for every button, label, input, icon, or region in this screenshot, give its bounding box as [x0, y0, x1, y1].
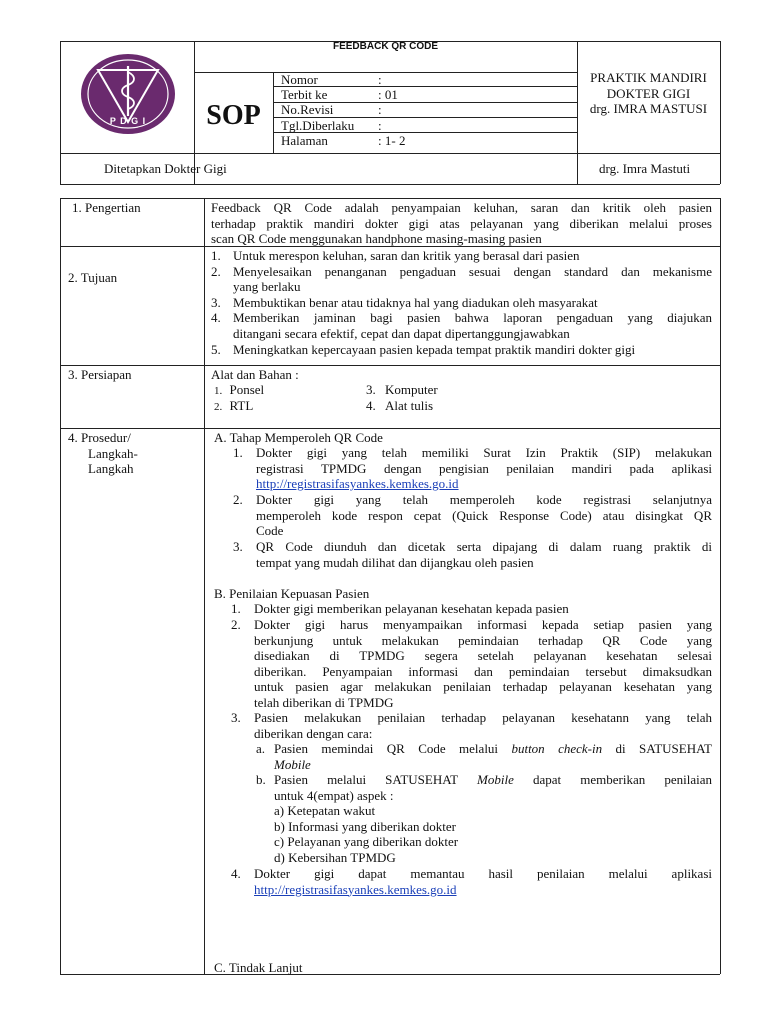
part-a-item-2: 2. Dokter gigi yang telah memperoleh kode registrasi selanjutnya memperoleh kode respon cepat (Quick Response Code) atau disingkat QR Code: [233, 492, 712, 539]
part-b-item-4: 4. Dokter gigi dapat memantau hasil penilaian melalui aplikasi http://registrasifasyankes.kemkes.go.id: [231, 866, 712, 897]
pdgi-logo: [78, 52, 178, 136]
part-a-heading: A. Tahap Memperoleh QR Code: [214, 430, 383, 445]
practice-line1: PRAKTIK MANDIRI: [590, 70, 707, 85]
pengertian-line: terhadap praktik mandiri dokter gigi atas pelayanan yang diberikan melalui proses: [211, 215, 712, 231]
signatory: drg. Imra Mastuti: [599, 161, 691, 176]
meta-label-nomor: Nomor: [281, 72, 318, 87]
practice-name: IMRA MASTUSI: [613, 101, 708, 117]
list-item: c) Pelayanan yang diberikan dokter: [274, 834, 459, 850]
registrasi-link-2[interactable]: http://registrasifasyankes.kemkes.go.id: [254, 881, 457, 897]
part-b-sub-b: b. Pasien melalui SATUSEHAT Mobile dapat memberikan penilaian untuk 4(empat) aspek :: [256, 772, 712, 803]
label-persiapan: 3. Persiapan: [68, 367, 132, 382]
meta-value-terbit: : 01: [378, 87, 398, 102]
list-item: a) Ketepatan wakut: [274, 803, 376, 818]
persiapan-item-rtl: 2. RTL: [214, 398, 254, 413]
list-item: 4. Memberikan jaminan bagi pasien bahwa laporan pengaduan yang diajukan ditangani secara efektif, cepat dan dapat dipertanggungjawabkan: [211, 310, 712, 341]
practice-name-line: [577, 101, 720, 117]
part-a-item-1: 1. Dokter gigi yang telah memiliki Surat Izin Praktik (SIP) melakukan registrasi TPMDG dengan pengisian penilaian mandiri pada aplikasi http://registrasifasyankes.kemkes.go.id: [233, 445, 712, 492]
part-b-item-2: 2. Dokter gigi harus menyampaikan informasi kepada setiap pasien yang berkunjung untuk melakukan pemindaian terhadap QR Code yang disediakan di TPMDG segera setelah pelayanan kesehatan selesai diberikan. Penyampaian informasi dan pemindaian tersebut dimaksudkan untuk pasien agar melakukan penilaian terhadap pelayanan kesehatan yang telah diberikan di TPMDG: [231, 617, 712, 710]
document-title: FEEDBACK QR CODE: [332, 41, 438, 52]
meta-label-revisi: No.Revisi: [281, 102, 334, 117]
list-item: 1. Untuk merespon keluhan, saran dan kritik yang berasal dari pasien: [211, 248, 580, 263]
label-prosedur: 4. Prosedur/ Langkah- Langkah: [68, 430, 138, 477]
part-b-sub-a: a. Pasien memindai QR Code melalui button check-in di SATUSEHAT Mobile: [256, 741, 712, 772]
part-a-item-3: 3. QR Code diunduh dan dicetak serta dipajang di dalam ruang praktik di tempat yang mudah dilihat dan dijangkau oleh pasien: [233, 539, 712, 570]
practice-info: [577, 70, 720, 117]
meta-value-halaman: : 1- 2: [378, 133, 406, 148]
pengertian-line: Feedback QR Code adalah penyampaian keluhan, saran dan kritik oleh pasien: [211, 200, 712, 215]
list-item: b) Informasi yang diberikan dokter: [274, 818, 456, 834]
list-item: 3. Membuktikan benar atau tidaknya hal yang diadukan oleh masyarakat: [211, 294, 598, 310]
list-item: d) Kebersihan TPMDG: [274, 849, 396, 865]
tujuan-list: [211, 248, 712, 357]
registrasi-link[interactable]: http://registrasifasyankes.kemkes.go.id: [256, 476, 459, 492]
list-item: 2. Menyelesaikan penanganan pengaduan sesuai dengan standard dan mekanisme yang berlaku: [211, 263, 712, 295]
persiapan-item-komputer: 3. Komputer: [366, 382, 438, 397]
persiapan-heading: Alat dan Bahan :: [211, 367, 299, 382]
logo-text: P D G I: [109, 116, 147, 126]
ditetapkan-label: Ditetapkan Dokter Gigi: [104, 161, 227, 176]
practice-line2: DOKTER GIGI: [606, 85, 691, 101]
meta-label-halaman: Halaman: [281, 133, 328, 148]
meta-value-nomor: :: [378, 72, 382, 87]
meta-value-tgl: :: [378, 118, 382, 133]
pengertian-line: scan QR Code menggunakan handphone masing-masing pasien: [211, 231, 542, 247]
part-b-heading: B. Penilaian Kepuasan Pasien: [214, 586, 370, 601]
meta-value-revisi: :: [378, 102, 382, 117]
meta-label-terbit: Terbit ke: [281, 87, 328, 102]
label-pengertian: 1. Pengertian: [72, 200, 141, 215]
aspect-list: [274, 803, 674, 865]
persiapan-item-ponsel: 1. Ponsel: [214, 382, 265, 397]
sop-label: SOP: [206, 100, 261, 131]
label-tujuan: 2. Tujuan: [68, 270, 118, 285]
meta-label-tgl: Tgl.Diberlaku: [281, 118, 355, 133]
part-b-item-3: 3. Pasien melakukan penilaian terhadap pelayanan kesehatann yang telah diberikan dengan cara:: [231, 710, 712, 741]
list-item: 5. Meningkatkan kepercayaan pasien kepada tempat praktik mandiri dokter gigi: [211, 341, 636, 357]
pengertian-text: [211, 200, 712, 247]
part-c-heading: C. Tindak Lanjut: [214, 960, 303, 975]
persiapan-item-alat-tulis: 4. Alat tulis: [366, 398, 434, 413]
part-b-item-1: 1. Dokter gigi memberikan pelayanan kesehatan kepada pasien: [231, 601, 569, 616]
practice-prefix: drg.: [589, 101, 611, 117]
